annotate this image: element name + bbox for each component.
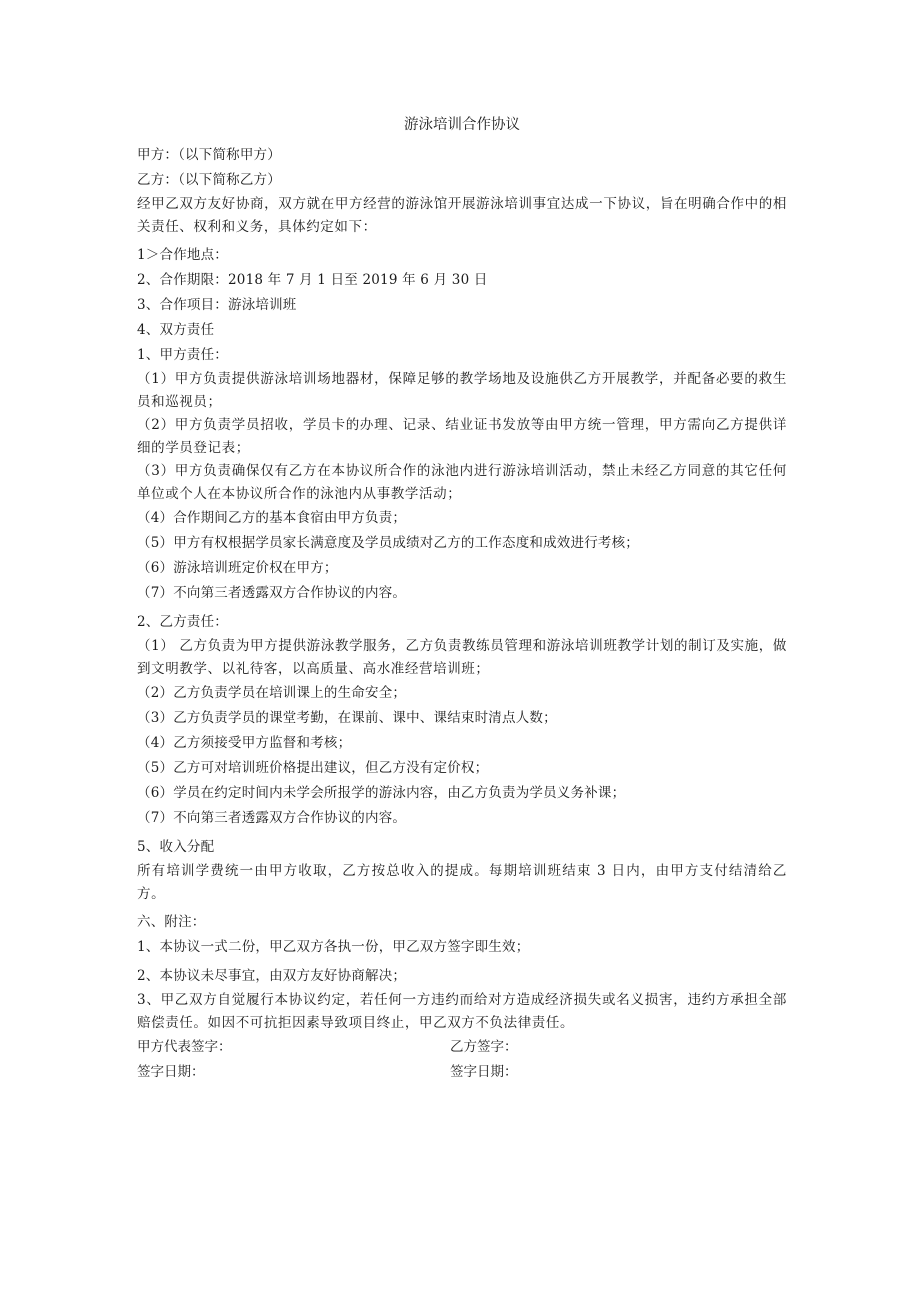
cooperation-location: 1＞合作地点： — [137, 247, 228, 263]
party-a-signature-label: 甲方代表签字： — [137, 1039, 232, 1055]
cooperation-term: 2、合作期限：2018 年 7 月 1 日至 2019 年 6 月 30 日 — [137, 272, 488, 288]
party-a-line: 甲方：（以下简称甲方） — [137, 147, 281, 163]
income-heading: 5、收入分配 — [137, 839, 215, 855]
party-b-duty: （6）学员在约定时间内未学会所报学的游泳内容，由乙方负责为学员义务补课； — [137, 785, 626, 801]
notes-heading: 六、附注： — [137, 914, 206, 930]
intro-paragraph: 经甲乙双方友好协商，双方就在甲方经营的游泳馆开展游泳培训事宜达成一下协议，旨在明确合作中的相关责任、权利和义务，具体约定如下： — [137, 196, 787, 235]
party-b-duty: （7）不向第三者透露双方合作协议的内容。 — [137, 810, 407, 826]
note-item: 1、本协议一式二份，甲乙双方各执一份，甲乙双方签字即生效； — [137, 939, 530, 955]
party-b-signature-label: 乙方签字： — [450, 1039, 518, 1055]
date-row — [137, 1060, 787, 1085]
document-title: 游泳培训合作协议 — [404, 117, 520, 133]
party-b-line: 乙方：（以下简称乙方） — [137, 172, 281, 188]
agreement-page — [137, 112, 787, 1085]
party-b-date-label: 签字日期： — [450, 1064, 518, 1080]
income-paragraph: 所有培训学费统一由甲方收取，乙方按总收入的提成。每期培训班结束 3 日内，由甲方支付结清给乙方。 — [137, 863, 787, 902]
party-b-duty: （3）乙方负责学员的课堂考勤，在课前、课中、课结束时清点人数； — [137, 710, 557, 726]
signature-row — [137, 1035, 787, 1060]
party-a-duty: （4）合作期间乙方的基本食宿由甲方负责； — [137, 510, 407, 526]
party-b-duties-heading: 2、乙方责任： — [137, 614, 228, 630]
party-a-duties-heading: 1、甲方责任： — [137, 347, 228, 363]
party-a-duty: （3）甲方负责确保仅有乙方在本协议所合作的泳池内进行游泳培训活动，禁止未经乙方同意的其它任何单位或个人在本协议所合作的泳池内从事教学活动； — [137, 463, 787, 502]
party-a-duty: （1）甲方负责提供游泳培训场地器材，保障足够的教学场地及设施供乙方开展教学，并配备必要的救生员和巡视员； — [137, 371, 787, 410]
party-b-duty: （2）乙方负责学员在培训课上的生命安全； — [137, 685, 407, 701]
party-a-duty: （6）游泳培训班定价权在甲方； — [137, 560, 338, 576]
party-a-duty: （7）不向第三者透露双方合作协议的内容。 — [137, 585, 407, 601]
party-b-duty: （1） 乙方负责为甲方提供游泳教学服务，乙方负责教练员管理和游泳培训班教学计划的制订及实施，做到文明教学、以礼待客，以高质量、高水准经营培训班； — [137, 638, 787, 677]
party-b-duty: （4）乙方须接受甲方监督和考核； — [137, 735, 352, 751]
note-item: 2、本协议未尽事宜，由双方友好协商解决； — [137, 968, 407, 984]
party-a-date-label: 签字日期： — [137, 1064, 205, 1080]
responsibilities-heading: 4、双方责任 — [137, 322, 215, 338]
cooperation-project: 3、合作项目：游泳培训班 — [137, 297, 297, 313]
note-item: 3、甲乙双方自觉履行本协议约定，若任何一方违约而给对方造成经济损失或名义损害，违约方承担全部赔偿责任。如因不可抗拒因素导致项目终止，甲乙双方不负法律责任。 — [137, 992, 787, 1031]
party-a-duty: （2）甲方负责学员招收，学员卡的办理、记录、结业证书发放等由甲方统一管理，甲方需向乙方提供详细的学员登记表； — [137, 417, 787, 456]
party-b-duty: （5）乙方可对培训班价格提出建议，但乙方没有定价权； — [137, 760, 489, 776]
party-a-duty: （5）甲方有权根据学员家长满意度及学员成绩对乙方的工作态度和成效进行考核； — [137, 535, 639, 551]
